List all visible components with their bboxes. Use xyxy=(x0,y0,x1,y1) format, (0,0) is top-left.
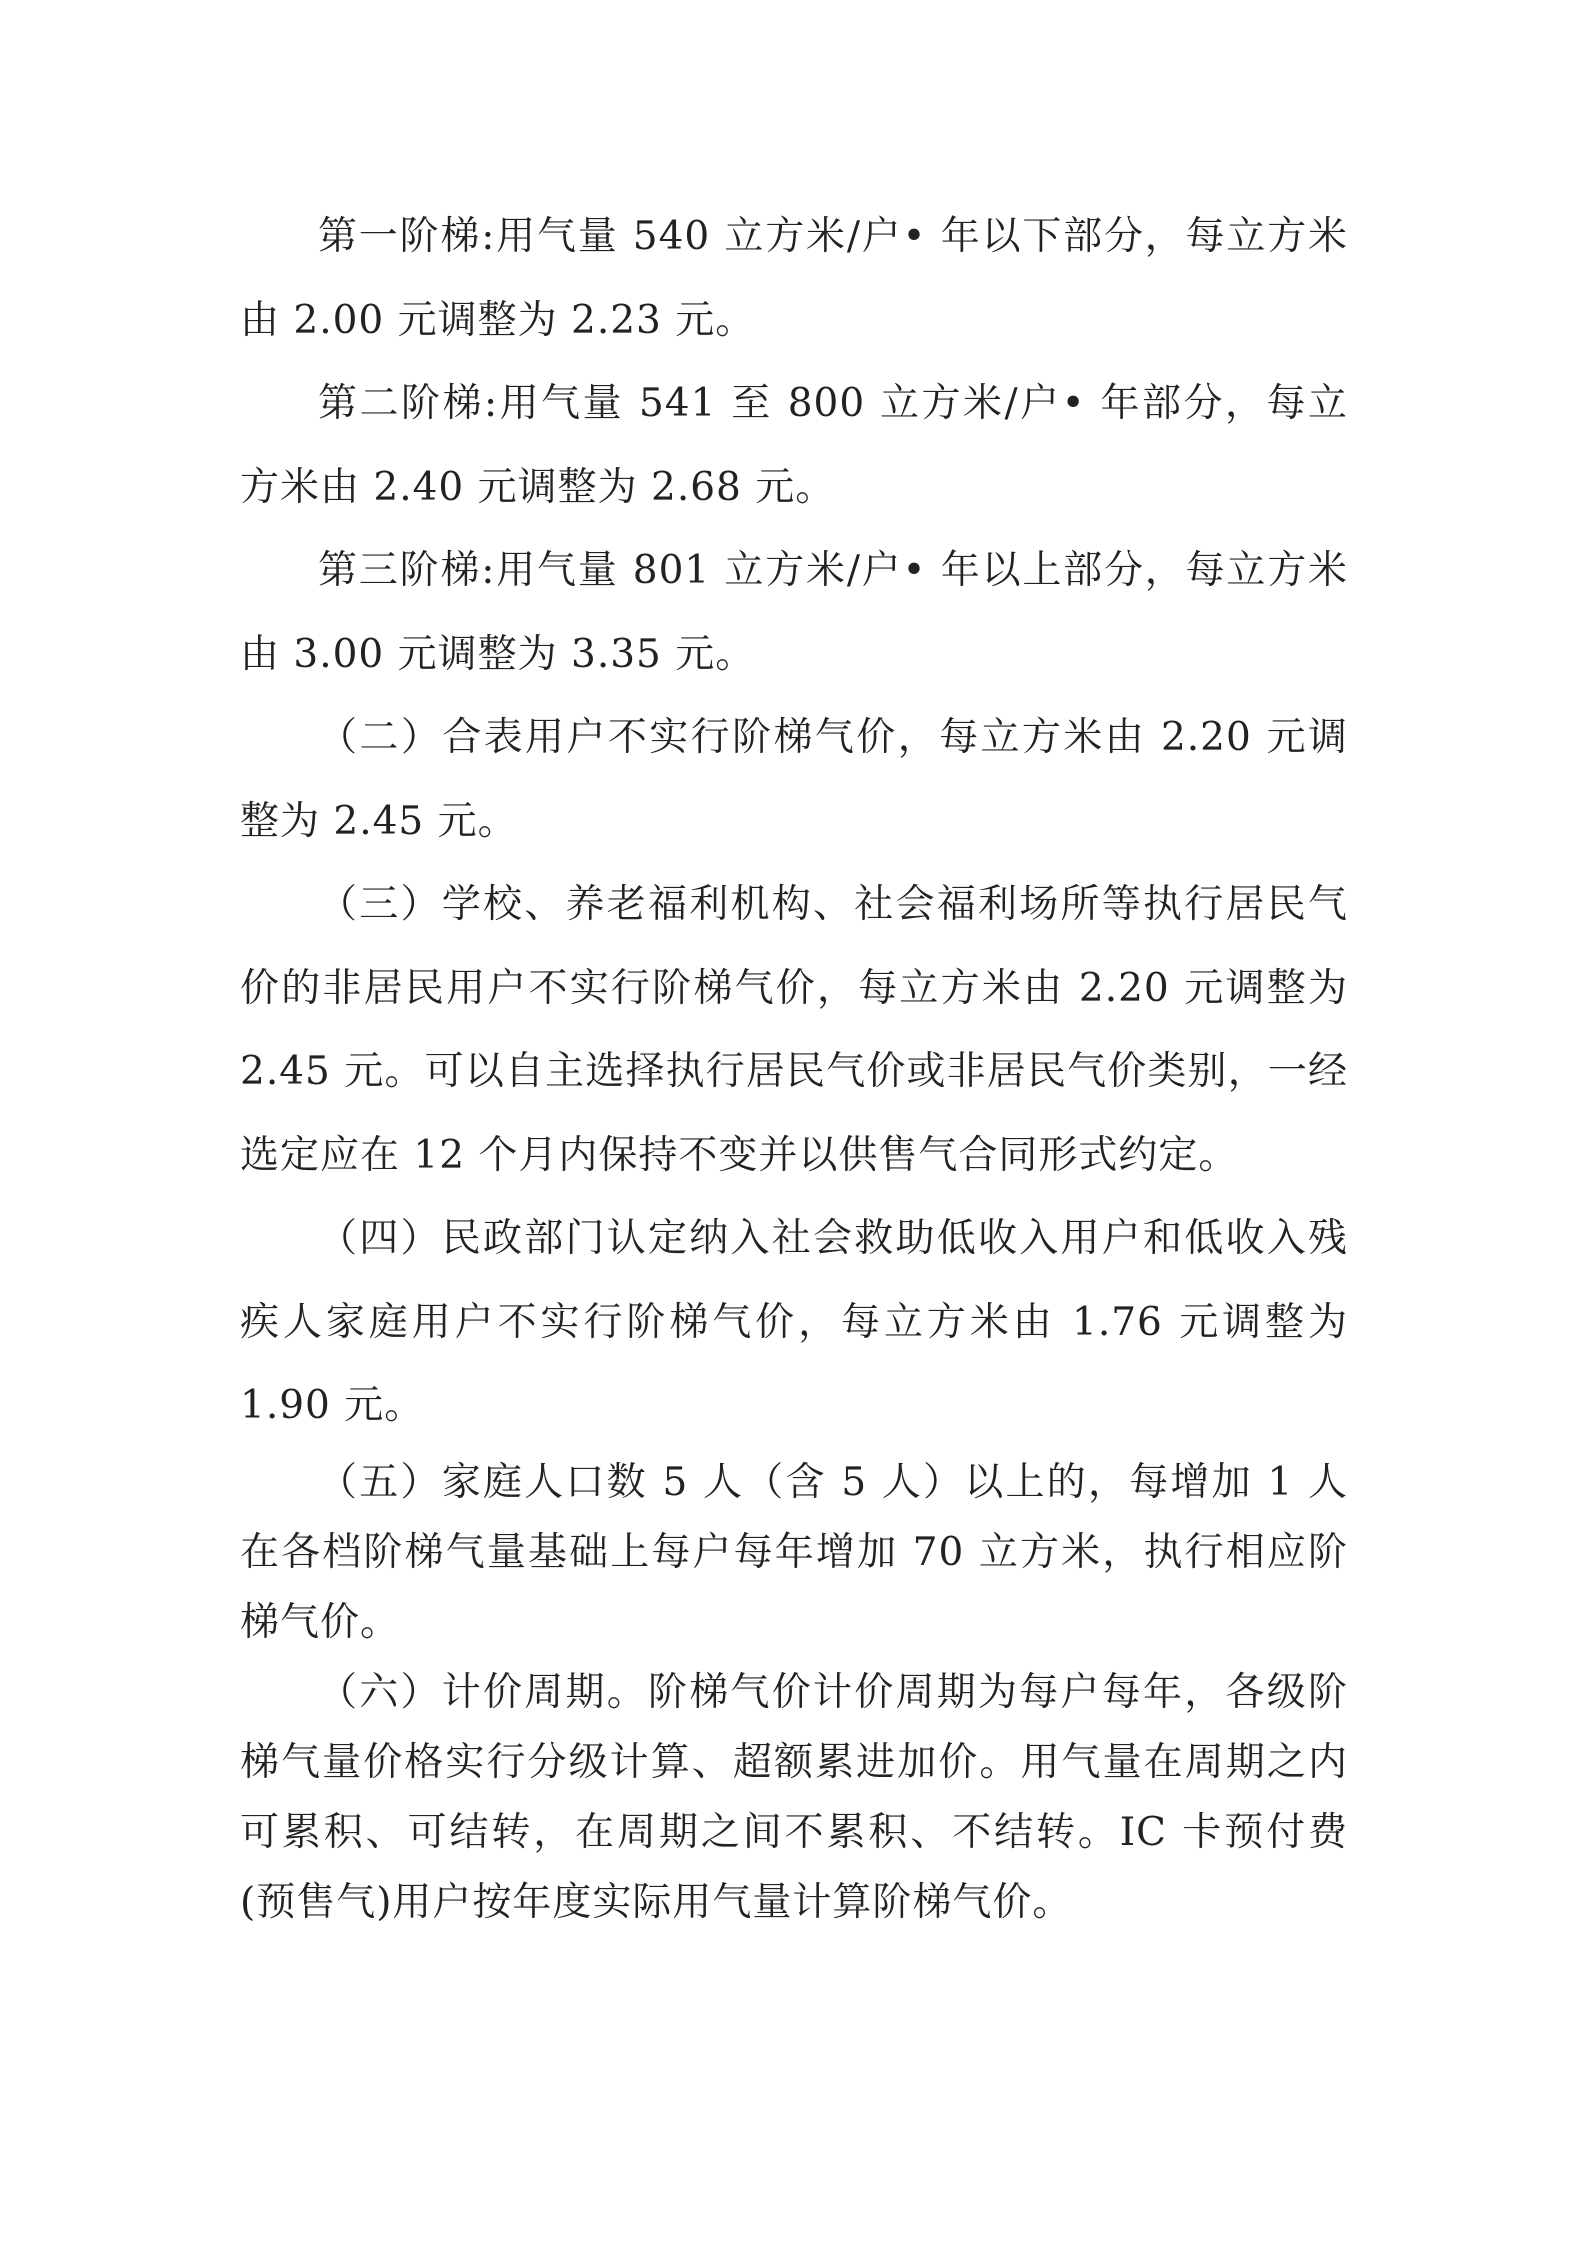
paragraph-item-six: （六）计价周期。阶梯气价计价周期为每户每年，各级阶梯气量价格实行分级计算、超额累进加价。用气量在周期之内可累积、可结转，在周期之间不累积、不结转。IC 卡预付费(预售气)用户按年度实际用气量计算阶梯气价。 xyxy=(240,1669,1348,1925)
paragraph-item-four: （四）民政部门认定纳入社会救助低收入用户和低收入残疾人家庭用户不实行阶梯气价，每立方米由 1.76 元调整为 1.90 元。 xyxy=(240,1216,1348,1428)
paragraph-item-five: （五）家庭人口数 5 人（含 5 人）以上的，每增加 1 人在各档阶梯气量基础上每户每年增加 70 立方米，执行相应阶梯气价。 xyxy=(240,1459,1348,1645)
body-text xyxy=(240,195,1348,1938)
paragraph-item-three: （三）学校、养老福利机构、社会福利场所等执行居民气价的非居民用户不实行阶梯气价，每立方米由 2.20 元调整为 2.45 元。可以自主选择执行居民气价或非居民气价类别，一经选定应在 12 个月内保持不变并以供售气合同形式约定。 xyxy=(240,882,1348,1178)
paragraph-item-two: （二）合表用户不实行阶梯气价，每立方米由 2.20 元调整为 2.45 元。 xyxy=(240,715,1348,844)
paragraph-tier-two: 第二阶梯:用气量 541 至 800 立方米/户• 年部分，每立方米由 2.40 元调整为 2.68 元。 xyxy=(240,381,1348,510)
paragraph-tier-three: 第三阶梯:用气量 801 立方米/户• 年以上部分，每立方米由 3.00 元调整为 3.35 元。 xyxy=(240,548,1348,677)
paragraph-tier-one: 第一阶梯:用气量 540 立方米/户• 年以下部分，每立方米由 2.00 元调整为 2.23 元。 xyxy=(240,214,1348,343)
